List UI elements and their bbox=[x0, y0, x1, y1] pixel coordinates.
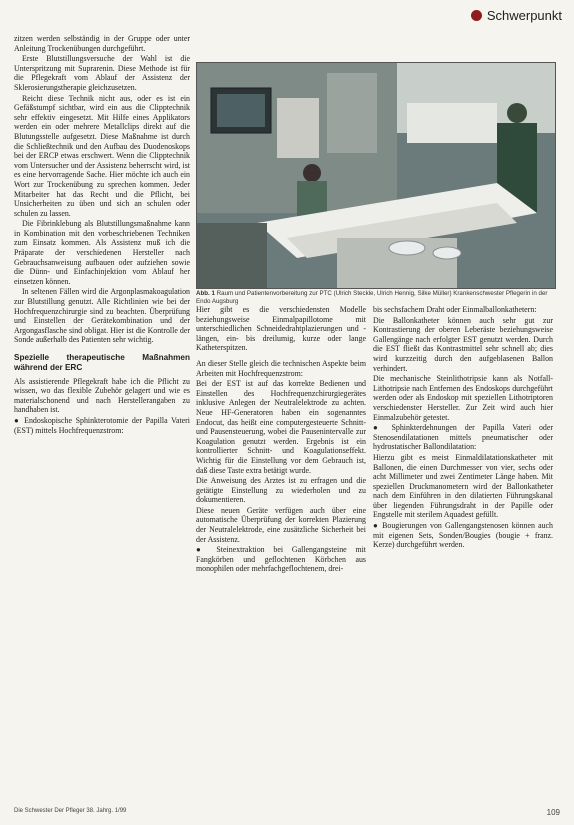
photo-illustration bbox=[197, 63, 555, 288]
section-title: Schwerpunkt bbox=[486, 8, 562, 23]
text-column-2 bbox=[196, 305, 366, 575]
col3-paragraph-6: ● Bougierungen von Gallengangstenosen können auch mit eigenen Sets, Sonden/Bougies (bougie + franz. Kerze) durchgeführt werden. bbox=[373, 521, 553, 550]
section-dot-icon bbox=[471, 10, 482, 21]
caption-label: Abb. 1 bbox=[196, 290, 215, 297]
col1-paragraph-5: In seltenen Fällen wird die Argonplasmakoagulation zur Blutstillung genutzt. Alle Richtlinien wie bei der Hochfrequenzchirurgie sind zu beachten. Überprüfung und Einstellen der Gerätekombination und der Argongasflasche sind obligat. Hier ist die Kontrolle der Sonde außerhalb des Patienten sehr wichtig. bbox=[14, 287, 190, 345]
col3-paragraph-3: Die mechanische Steinlithotripsie kann als Notfall-Lithotripsie nach Entfernen des Endoskops durchgeführt werden oder als Endoskop mit speziellen Lithotriptoren verschiedenster Hersteller. Zur Zeit wird auch hier Einmalzubehör getestet. bbox=[373, 374, 553, 422]
page-footer bbox=[14, 808, 560, 817]
col3-paragraph-4: ● Sphinkterdehnungen der Papilla Vateri oder Stenosendilatationen mittels pneumatischer oder hydrostatischer Ballondilatation: bbox=[373, 423, 553, 452]
section-tag bbox=[471, 8, 562, 23]
col2-paragraph-5: Diese neuen Geräte verfügen auch über eine automatische Überprüfung der korrekten Plazierung der Neutralelektrode, eine zusätzliche Sicherheit bei der Assistenz. bbox=[196, 505, 366, 544]
col2-paragraph-2: An dieser Stelle gleich die technischen Aspekte beim Arbeiten mit Hochfrequenzstrom: bbox=[196, 358, 366, 378]
text-column-1 bbox=[14, 34, 190, 436]
col3-paragraph-5: Hierzu gibt es meist Einmaldilatationskatheter mit Ballonen, die einen Durchmesser von vier, sechs oder acht Millimeter und zwei Zentimeter Länge haben. Mit speziellen Druckmanometern wird der Ballonkatheter nach dem Einführen in den dilatierten Führungskanal über liegenden Führungsdraht in der Papille oder Engstelle mit sterilem Aquadest gefüllt. bbox=[373, 452, 553, 520]
caption-text: Raum und Patientenvorbereitung zur PTC (Ulrich Steckle, Ulrich Hennig, Silke Müller) Krankenschwester Pflegerin in der Endo Augsburg bbox=[196, 290, 548, 305]
page-number: 109 bbox=[546, 808, 560, 817]
col3-paragraph-1: bis sechsfachem Draht oder Einmalballonkathetern: bbox=[373, 305, 537, 314]
col1-paragraph-3: Reicht diese Technik nicht aus, oder es ist ein Gefäßstumpf sichtbar, wird ein aus die Clipptechnik sehr effektiv eingesetzt. Mit Hilfe eines Applikators werden ein oder mehrere Metallclips direkt auf die Blutungsstelle aufgesetzt. Diese Maßnahme ist durch die Schließtechnik und den Aufbau des Duodenoskops bei der ERCP etwas erschwert. Wenn die Clipptechnik vom Untersucher und der Assistenz beherrscht wird, ist es eine hervorragende Sache. Hier möchte ich auch ein Wort zur Trockenübung zu sprechen kommen. Jeder Mitarbeiter hat das Recht und die Pflicht, bei Unsicherheiten zu üben und sich an schulen oder schulen zu lassen. bbox=[14, 93, 190, 218]
col2-paragraph-3: Bei der EST ist auf das korrekte Bedienen und Einstellen des Hochfrequenzchirurgiegerätes inklusive Anlegen der Neutralelektrode zu achten. Neue HF-Generatoren haben ein sogenanntes Endocut, das heißt eine computergesteuerte Schnitt- und Pausensteuerung, wobei die Pausenintervalle zur Koagulation genutzt werden. Ergebnis ist ein kontrollierter Schnitt- und Koagulationseffekt. Wichtig für die Einstellung vor dem Gebrauch ist, daß diese Taste extra betätigt wurde. bbox=[196, 379, 366, 475]
text-column-3 bbox=[373, 305, 553, 551]
figure-caption bbox=[196, 290, 554, 305]
footer-publication: Die Schwester Der Pfleger 38. Jahrg. 1/99 bbox=[14, 808, 127, 814]
col1-paragraph-4: Die Fibrinklebung als Blutstillungsmaßnahme kann in Kombination mit den vorbeschriebenen Techniken zum Einsatz kommen. Als Assistenz muß ich die Präparate der verschiedenen Hersteller nach Gebrauchsanweisung aufbauen oder aufziehen sowie die Dünn- und Einfachinjektion vom Ablauf her einsetzen können. bbox=[14, 219, 190, 286]
col1-paragraph-2: Erste Blutstillungsversuche der Wahl ist die Unterspritzung mit Suprarenin. Diese Methode ist für die Pflegekraft vom Ablauf der Assistenz der Sklerosierungstherapie gleichzusetzen. bbox=[14, 54, 190, 92]
endoscopy-room-photo bbox=[196, 62, 556, 289]
col3-paragraph-2: Die Ballonkatheter können auch sehr gut zur Kontrastierung der oberen Leberäste beziehungsweise Gallengänge nach erfolgter EST genutzt werden. Durch die EST fließt das Kontrastmittel sehr schnell ab; dies wird kurzzeitig durch den aufgeblasenen Ballon verhindert. bbox=[373, 315, 553, 373]
col1-paragraph-1: zitzen werden selbständig in der Gruppe oder unter Anleitung Trockenübungen durchgeführt. bbox=[14, 34, 190, 53]
col1-paragraph-6: Als assistierende Pflegekraft habe ich die Pflicht zu wissen, wo das flexible Zubehör gelagert und wie es materialschonend und nach Herstellerangaben zu handhaben ist. bbox=[14, 376, 190, 415]
col2-paragraph-4: Die Anweisung des Arztes ist zu erfragen und die getätigte Einstellung zu wiederholen und zu dokumentieren. bbox=[196, 476, 366, 505]
col2-paragraph-6: ● Steinextraktion bei Gallengangsteine mit Fangkörben und geflochtenen Körbchen aus monophilen oder mehrfachgeflochtenem, drei- bbox=[196, 545, 366, 574]
col2-paragraph-1: Hier gibt es die verschiedensten Modelle beziehungsweise Einmalpapillotome mit unterschiedlichen Schneidedrahtplazierungen und -längen, ein- bis dreilumig, kurze oder lange Katheterspitzen. bbox=[196, 305, 366, 353]
col1-paragraph-7: ● Endoskopische Sphinkterotomie der Papilla Vateri (EST) mittels Hochfrequenzstrom: bbox=[14, 415, 190, 435]
section-heading: Spezielle therapeutische Maßnahmen während der ERC bbox=[14, 353, 190, 372]
